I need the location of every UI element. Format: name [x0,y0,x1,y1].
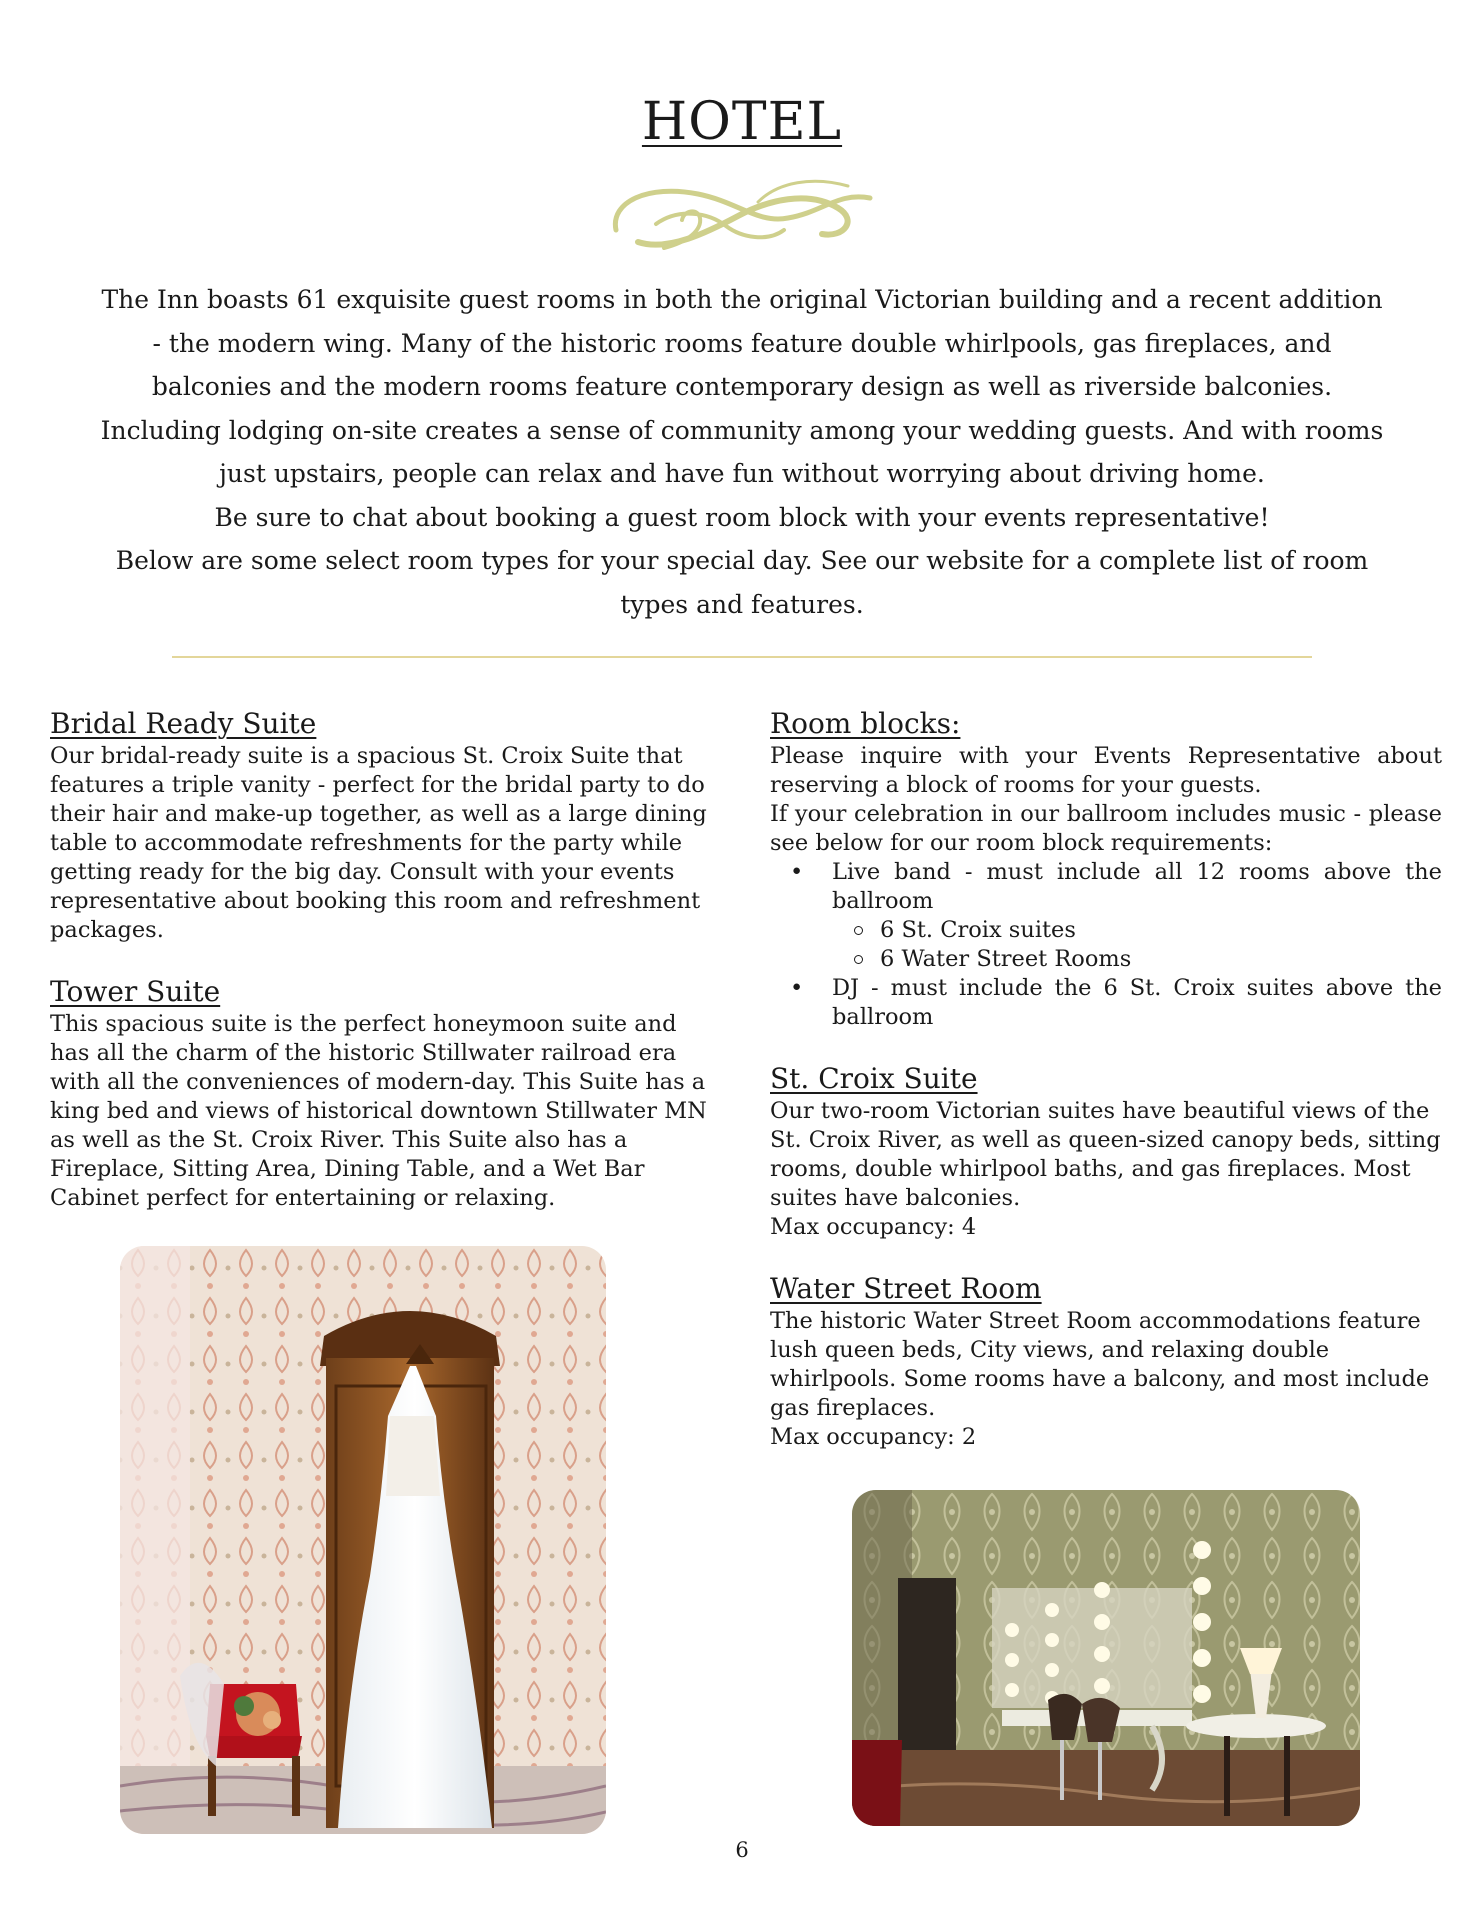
room-blocks-inquiry: Please inquire with your Events Representative about reserving a block of rooms for your guests. [770,743,1442,798]
section-divider [172,656,1312,658]
dj-requirement: DJ - must include the 6 St. Croix suites above the ballroom [832,975,1442,1030]
left-column [50,706,720,1213]
live-band-sublist [832,916,1442,974]
room-block-requirements [770,858,1442,1032]
room-blocks-music-note: If your celebration in our ballroom includes music - please see below for our room block requirements: [770,801,1442,856]
st-croix-suite-heading: St. Croix Suite [770,1062,978,1095]
right-column [770,706,1442,1452]
page-number: 6 [735,1838,749,1862]
room-blocks-heading: Room blocks: [770,707,961,740]
decorative-flourish-icon [608,172,878,262]
water-street-heading: Water Street Room [770,1272,1042,1305]
intro-section [96,278,1388,626]
list-item [820,974,1442,1032]
live-band-requirement: Live band - must include all 12 rooms above the ballroom [832,859,1442,914]
list-item: 6 St. Croix suites [880,916,1442,945]
st-croix-occupancy: Max occupancy: 4 [770,1214,977,1240]
room-types-note: Below are some select room types for your special day. See our website for a complete list of room types and features. [115,546,1369,619]
vanity-room-photo [852,1490,1360,1826]
st-croix-suite-text: Our two-room Victorian suites have beautiful views of the St. Croix River, as well as queen-sized canopy beds, sitting rooms, double whirlpool baths, and gas fireplaces. Most suites have balconies. [770,1098,1441,1211]
page-title: HOTEL [641,92,843,152]
water-street-text: The historic Water Street Room accommodations feature lush queen beds, City views, and relaxing double whirlpools. Some rooms have a balcony, and most include gas fireplaces. [770,1308,1430,1421]
tower-suite-heading: Tower Suite [50,975,221,1008]
intro-paragraph: The Inn boasts 61 exquisite guest rooms in both the original Victorian building and a recent addition - the modern wing. Many of the historic rooms feature double whirlpools, gas fireplaces, and balconies and the modern rooms feature contemporary design as well as riverside balconies. Including lodging on-site creates a sense of community among your wedding guests. And with rooms just upstairs, people can relax and have fun without worrying about driving home. [100,285,1384,488]
tower-suite-text: This spacious suite is the perfect honeymoon suite and has all the charm of the historic Stillwater railroad era with all the conveniences of modern-day. This Suite has a king bed and views of historical downtown Stillwater MN as well as the St. Croix River. This Suite also has a Fireplace, Sitting Area, Dining Table, and a Wet Bar Cabinet perfect for entertaining or relaxing. [50,1011,707,1211]
list-item [820,858,1442,974]
water-street-occupancy: Max occupancy: 2 [770,1424,977,1450]
bridal-suite-photo [120,1246,606,1834]
list-item: 6 Water Street Rooms [880,945,1442,974]
booking-note: Be sure to chat about booking a guest room block with your events representative! [214,502,1270,532]
bridal-suite-heading: Bridal Ready Suite [50,707,317,740]
bridal-suite-text: Our bridal-ready suite is a spacious St. Croix Suite that features a triple vanity - perfect for the bridal party to do their hair and make-up together, as well as a large dining table to accommodate refreshments for the party while getting ready for the big day. Consult with your events representative about booking this room and refreshment packages. [50,743,707,943]
